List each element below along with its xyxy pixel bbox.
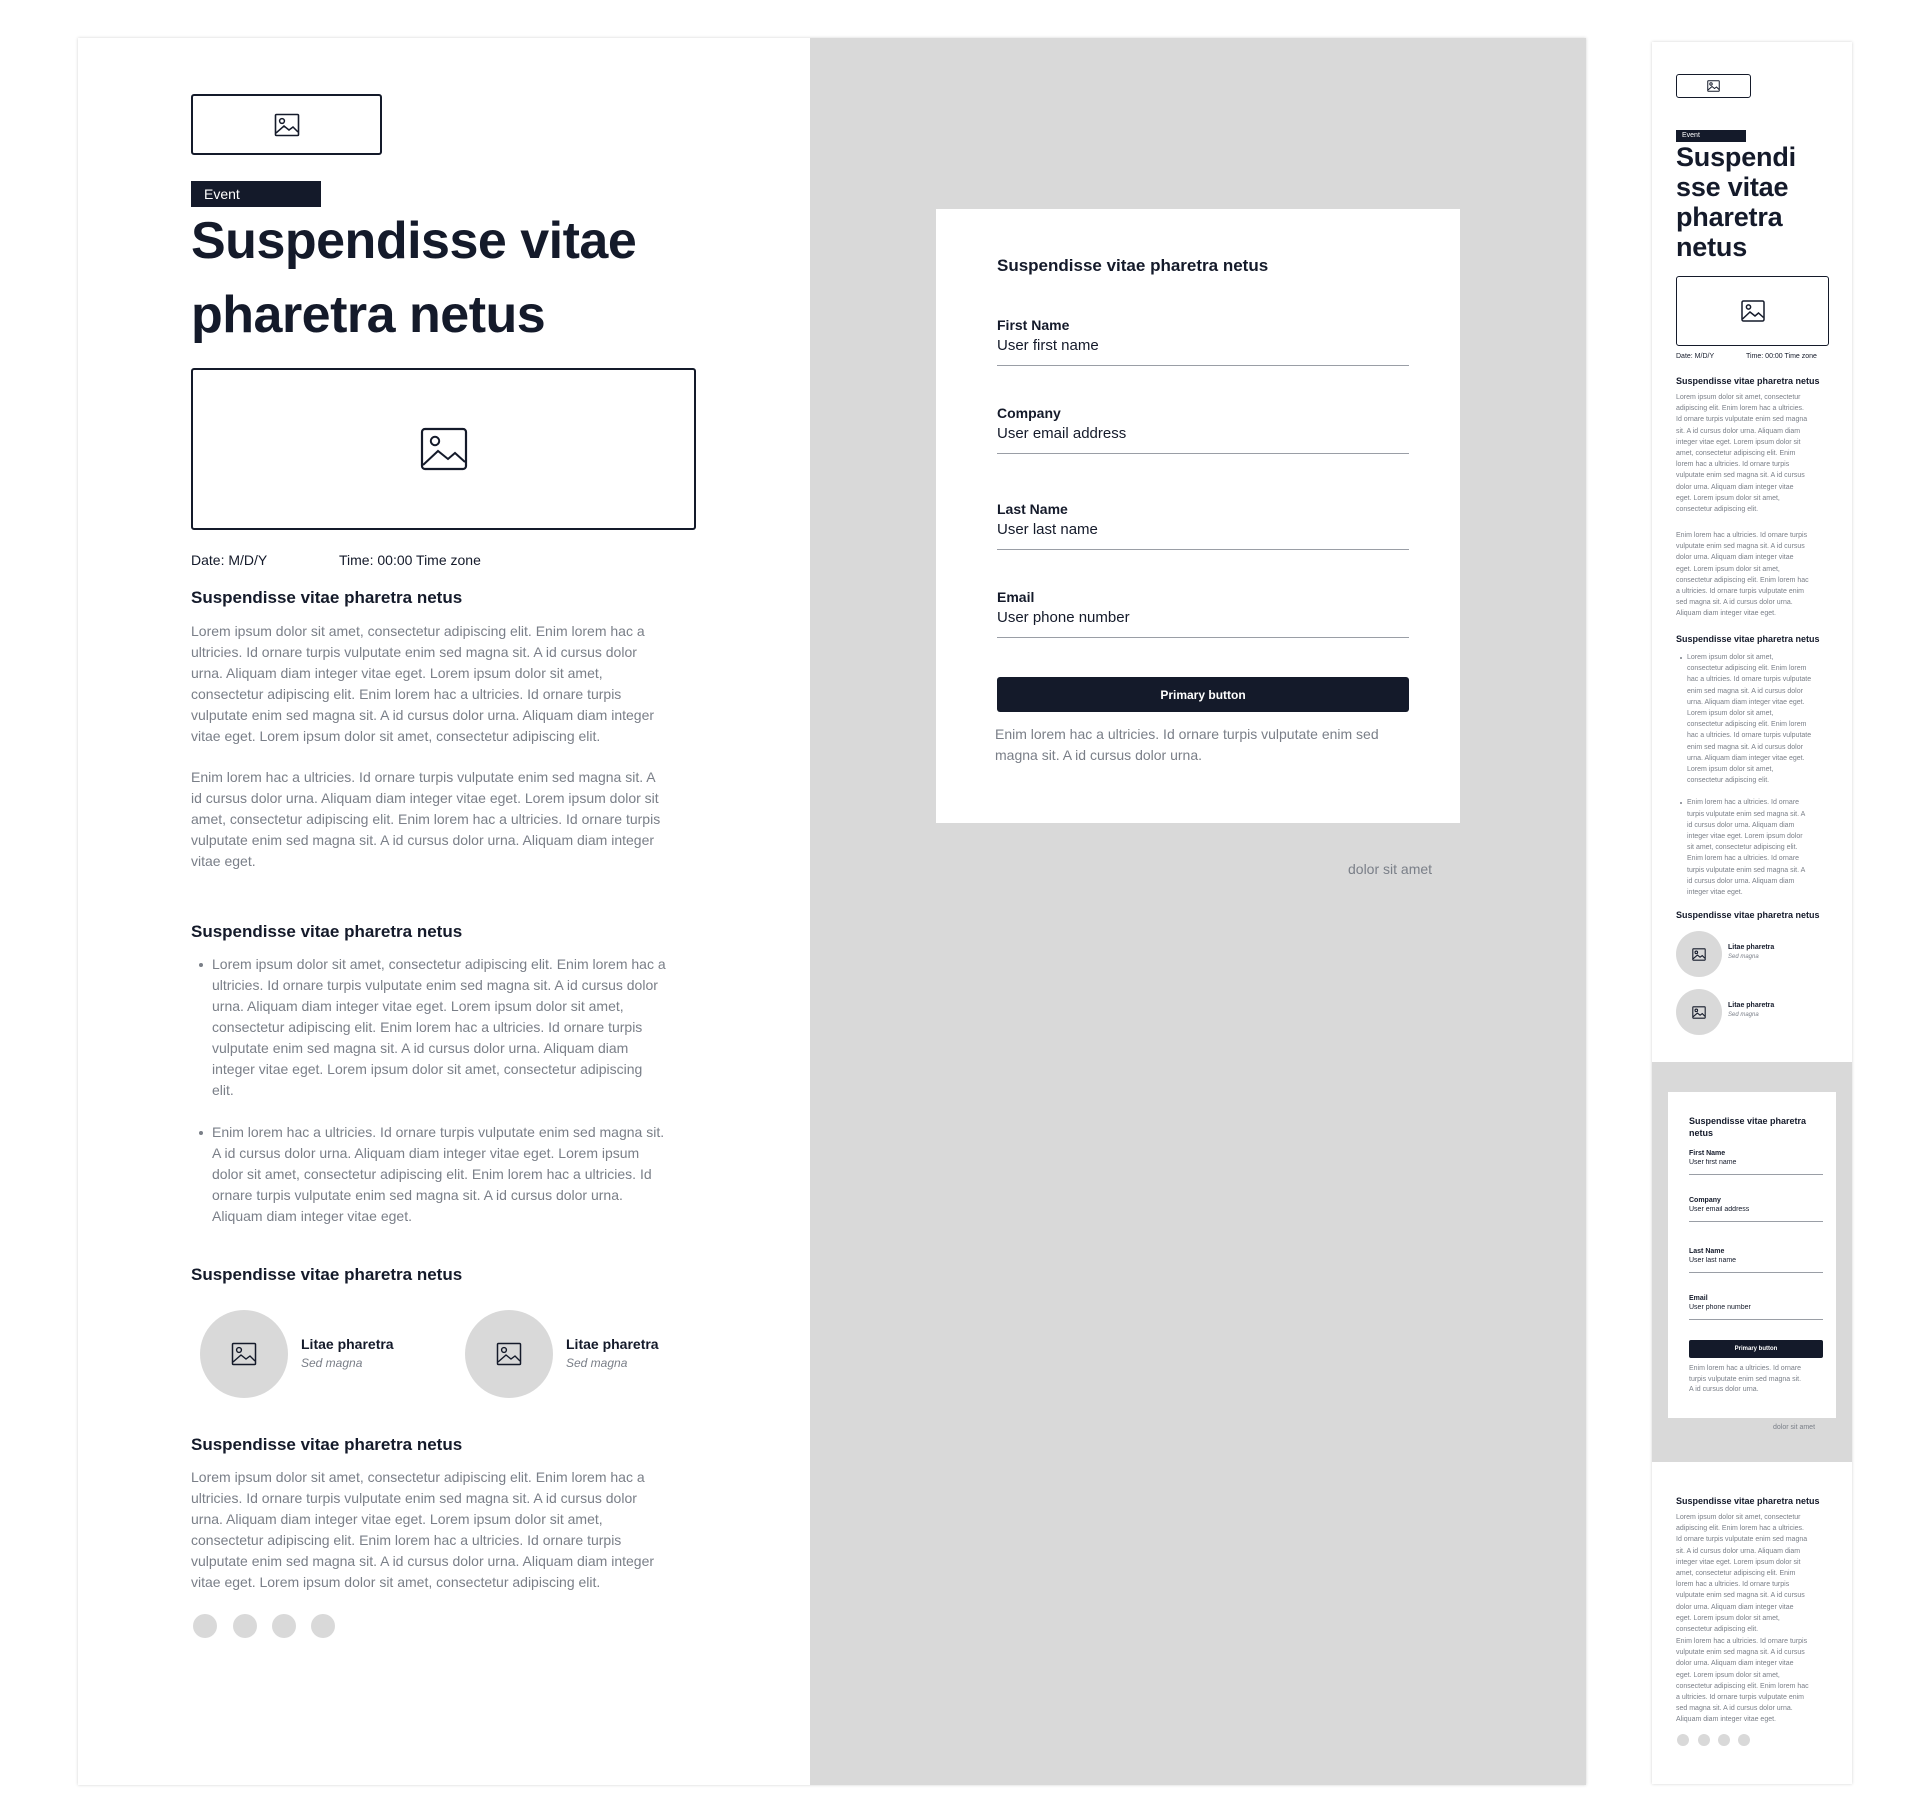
text-line: consectetur adipiscing elit. Enim lorem hac [1676,576,1809,584]
form-field-first-name [997,317,1409,367]
text-line: id cursus dolor urna. Aliquam diam [1687,877,1795,885]
field-label: First Name [997,317,1070,333]
form-note [1689,1364,1829,1396]
text-line: sit. A id cursus dolor urna. Aliquam diam [1676,427,1801,435]
text-line: consectetur adipiscing elit. Enim lorem [1687,665,1807,673]
text-line: eget. Lorem ipsum dolor sit amet, [1676,1614,1780,1622]
text-line: dolor urna. Aliquam diam integer vitae [1676,483,1794,491]
text-line: a ultricies. Id ornare turpis vulputate enim [1676,588,1805,596]
bullet-item [191,1122,721,1227]
text-line: vulputate enim sed magna sit. A id cursus dolor urna. Aliquam diam integer [191,707,655,723]
bullet-item [1676,652,1836,786]
speaker-avatar [1676,931,1722,977]
section-heading: Suspendisse vitae pharetra netus [191,1435,463,1454]
image-icon [496,1342,522,1366]
carousel-dot[interactable] [1698,1734,1710,1746]
last-name-input[interactable] [1689,1257,1823,1264]
form-field-last-name [997,501,1409,551]
speaker-card[interactable] [1676,989,1836,1035]
text-line: Enim lorem hac a ultricies. Id ornare [1689,1365,1802,1372]
text-line: Suspendisse vitae pharetra [1689,1116,1807,1126]
text-line: vulputate enim sed magna sit. A id cursus dolor urna. Aliquam diam integer [191,832,655,848]
email-input[interactable] [997,609,1409,626]
text-line: integer vitae eget. Lorem ipsum dolor sit [1676,1558,1801,1566]
form-field-first-name [1689,1150,1823,1176]
field-label: Last Name [997,501,1068,517]
carousel-dot[interactable] [193,1614,217,1638]
mobile-frame [1652,42,1852,1784]
text-line: vulputate enim sed magna sit. A id cursus [1676,543,1805,551]
form-note [995,724,1415,766]
form-title: Suspendisse vitae pharetra netus [997,256,1269,275]
text-line: vitae eget. Lorem ipsum dolor sit amet, consectetur adipiscing elit. [191,728,601,744]
section-heading: Suspendisse vitae pharetra netus [1676,634,1820,644]
form-title [1689,1115,1829,1139]
text-line: consectetur adipiscing elit. Enim lorem hac [1676,1682,1809,1690]
text-line: Aliquam diam integer vitae eget. [212,1208,412,1224]
speaker-card[interactable] [465,1310,705,1398]
speaker-avatar [465,1310,553,1398]
section-heading: Suspendisse vitae pharetra netus [1676,1496,1820,1506]
text-line: integer vitae eget. Lorem ipsum dolor [1687,833,1803,841]
text-line: vulputate enim sed magna sit. A id cursus [1676,472,1805,480]
registration-panel [1652,1062,1852,1462]
text-line: vitae eget. Lorem ipsum dolor sit amet, consectetur adipiscing elit. [191,1574,601,1590]
carousel-dot[interactable] [311,1614,335,1638]
text-line: consectetur adipiscing elit. [1676,1626,1759,1634]
text-line: urna. Aliquam diam integer vitae eget. [1687,754,1805,762]
text-line: vulputate enim sed magna sit. A id cursus dolor urna. Aliquam diam [212,1040,629,1056]
text-line: vitae eget. [191,853,256,869]
text-line: Aliquam diam integer vitae eget. [1676,1716,1776,1724]
carousel-dot[interactable] [1718,1734,1730,1746]
logo-placeholder [1676,74,1751,98]
text-line: Enim lorem hac a ultricies. Id ornare turpis vulputate enim sed magna sit. [212,1124,665,1140]
text-line: enim sed magna sit. A id cursus dolor [1687,687,1803,695]
event-badge: Event [191,181,321,207]
page-title-line: pharetra netus [191,286,546,344]
section-paragraph [191,1467,711,1593]
field-label: Last Name [1689,1248,1725,1255]
text-line: amet, consectetur adipiscing elit. Enim lorem hac a ultricies. Id ornare turpis [191,811,661,827]
speaker-role: Sed magna [1728,1012,1759,1018]
speaker-role: Sed magna [301,1356,363,1370]
speaker-name: Litae pharetra [301,1336,394,1352]
bullet-list [1676,652,1836,898]
desktop-frame [78,38,1586,1785]
footer-text: dolor sit amet [1773,1424,1816,1431]
text-line: integer vitae eget. [1687,889,1743,897]
text-line: sit. A id cursus dolor urna. Aliquam diam [1676,1547,1801,1555]
desktop-content-column [78,38,810,1785]
text-line: adipiscing elit. Enim lorem hac a ultricies. [1676,1525,1804,1533]
form-field-email [997,589,1409,639]
section-paragraph [1676,1636,1836,1726]
text-line: integer vitae eget. Lorem ipsum dolor sit [1676,438,1801,446]
section-heading: Suspendisse vitae pharetra netus [191,1265,463,1284]
bullet-list [191,954,721,1227]
registration-form [1668,1092,1836,1418]
text-line: Lorem ipsum dolor sit amet, consectetur adipiscing elit. Enim lorem hac a [191,623,645,639]
text-line: vulputate enim sed magna sit. A id cursus dolor urna. Aliquam diam integer [191,1553,655,1569]
speaker-role: Sed magna [1728,954,1759,960]
text-line: id cursus dolor urna. Aliquam diam integer vitae eget. Lorem ipsum dolor sit [191,790,659,806]
section-paragraph [1676,530,1836,620]
text-line: Enim lorem hac a ultricies. Id ornare turpis [1676,1638,1808,1645]
text-line: dolor sit amet, consectetur adipiscing elit. Enim lorem hac a ultricies. Id [212,1166,652,1182]
form-field-email [1689,1295,1823,1321]
text-line: sit amet, consectetur adipiscing elit. [1687,844,1798,852]
text-line: turpis vulputate enim sed magna sit. [1689,1375,1802,1383]
carousel-dot[interactable] [272,1614,296,1638]
text-line: consectetur adipiscing elit. Enim lorem hac a ultricies. Id ornare turpis [212,1019,643,1035]
image-icon [1741,300,1765,322]
section-heading: Suspendisse vitae pharetra netus [191,922,463,941]
text-line: dolor urna. Aliquam diam integer vitae [1676,1660,1794,1668]
text-line: amet, consectetur adipiscing elit. Enim [1676,1570,1796,1578]
text-line: vulputate enim sed magna sit. A id cursus [1676,1592,1805,1600]
text-line: A id cursus dolor urna. [1689,1386,1759,1393]
speaker-card[interactable] [200,1310,440,1398]
speaker-role: Sed magna [566,1356,628,1370]
image-icon [231,1342,257,1366]
text-line: lorem hac a ultricies. Id ornare turpis [1676,461,1790,469]
text-line: turpis vulputate enim sed magna sit. A [1687,810,1806,818]
field-label: Email [997,589,1035,605]
speaker-avatar [200,1310,288,1398]
text-line: Enim lorem hac a ultricies. Id ornare turpis vulputate enim sed [995,726,1379,742]
text-line: vulputate enim sed magna sit. A id cursus [1676,1649,1805,1657]
text-line: Enim lorem hac a ultricies. Id ornare turpis vulputate enim sed magna sit. A [191,769,656,785]
field-underline [997,549,1409,550]
speaker-name: Litae pharetra [566,1336,659,1352]
text-line: A id cursus dolor urna. Aliquam diam integer vitae eget. Lorem ipsum [212,1145,640,1161]
event-date: Date: M/D/Y [191,552,268,568]
form-field-last-name [1689,1248,1823,1274]
field-underline [997,365,1409,366]
field-underline [1689,1319,1823,1320]
text-line: hac a ultricies. Id ornare turpis vulputate [1687,676,1812,684]
registration-form [936,209,1460,823]
text-line: Lorem ipsum dolor sit amet, [1687,654,1774,661]
section-heading: Suspendisse vitae pharetra netus [1676,910,1820,920]
event-date: Date: M/D/Y [1676,353,1715,360]
text-line: Enim lorem hac a ultricies. Id ornare [1687,855,1800,863]
bullet-item [191,954,721,1101]
primary-button[interactable]: Primary button [997,677,1409,712]
hero-image-placeholder [1676,276,1829,346]
field-underline [997,637,1409,638]
text-line: sed magna sit. A id cursus dolor urna. [1676,1705,1793,1713]
field-label: Email [1689,1295,1708,1302]
text-line: magna sit. A id cursus dolor urna. [995,747,1202,763]
text-line: netus [1676,232,1748,262]
company-input[interactable] [997,425,1409,442]
text-line: dolor urna. Aliquam diam integer vitae [1676,1603,1794,1611]
event-time: Time: 00:00 Time zone [339,552,481,568]
carousel-dot[interactable] [1738,1734,1750,1746]
page-title [1676,142,1836,262]
text-line: ultricies. Id ornare turpis vulputate enim sed magna sit. A id cursus dolor [212,977,658,993]
text-line: hac a ultricies. Id ornare turpis vulputate [1687,732,1812,740]
image-icon [274,113,300,137]
text-line: pharetra [1676,202,1783,232]
last-name-input[interactable] [997,521,1409,538]
text-line: lorem hac a ultricies. Id ornare turpis [1676,1581,1790,1589]
text-line: Lorem ipsum dolor sit amet, [1687,710,1774,718]
form-field-company [997,405,1409,455]
field-underline [997,453,1409,454]
carousel-dot[interactable] [233,1614,257,1638]
text-line: ultricies. Id ornare turpis vulputate enim sed magna sit. A id cursus dolor [191,1490,637,1506]
text-line: Id ornare turpis vulputate enim sed magna [1676,416,1808,424]
text-line: eget. Lorem ipsum dolor sit amet, [1676,565,1780,573]
text-line: Aliquam diam integer vitae eget. [1676,610,1776,618]
section-paragraph [191,621,711,747]
speaker-avatar [1676,989,1722,1035]
field-label: First Name [1689,1150,1726,1157]
text-line: consectetur adipiscing elit. [1687,777,1770,785]
first-name-input[interactable] [997,337,1409,354]
text-line: turpis vulputate enim sed magna sit. A [1687,866,1806,874]
section-heading: Suspendisse vitae pharetra netus [1676,376,1820,386]
primary-button[interactable]: Primary button [1689,1340,1823,1358]
text-line: ultricies. Id ornare turpis vulputate enim sed magna sit. A id cursus dolor [191,644,637,660]
speaker-card[interactable] [1676,931,1836,977]
field-label: Company [1689,1197,1721,1204]
page-title [191,204,751,352]
text-line: dolor urna. Aliquam diam integer vitae [1676,554,1794,562]
image-icon [1707,80,1720,92]
page-title-line: Suspendisse vitae [191,212,637,270]
form-field-company [1689,1197,1823,1223]
logo-placeholder [191,94,382,155]
email-input[interactable] [1689,1304,1823,1311]
text-line: Suspendi [1676,142,1796,172]
text-line: urna. Aliquam diam integer vitae eget. Lorem ipsum dolor sit amet, [212,998,624,1014]
footer-text: dolor sit amet [1348,861,1433,877]
text-line: amet, consectetur adipiscing elit. Enim [1676,450,1796,458]
text-line: id cursus dolor urna. Aliquam diam [1687,821,1795,829]
text-line: netus [1689,1128,1714,1138]
section-paragraph [1676,1512,1836,1635]
text-line: Lorem ipsum dolor sit amet, consectetur adipiscing elit. Enim lorem hac a [212,956,666,972]
text-line: consectetur adipiscing elit. Enim lorem [1687,721,1807,729]
text-line: a ultricies. Id ornare turpis vulputate enim [1676,1694,1805,1702]
field-underline [1689,1272,1823,1273]
text-line: urna. Aliquam diam integer vitae eget. Lorem ipsum dolor sit amet, [191,665,603,681]
image-icon [1692,948,1706,961]
text-line: eget. Lorem ipsum dolor sit amet, [1676,494,1780,502]
text-line: consectetur adipiscing elit. [1676,506,1759,514]
field-underline [1689,1174,1823,1175]
text-line: urna. Aliquam diam integer vitae eget. [1687,698,1805,706]
event-time: Time: 00:00 Time zone [1746,353,1817,360]
text-line: sse vitae [1676,172,1789,202]
text-line: consectetur adipiscing elit. Enim lorem hac a ultricies. Id ornare turpis [191,1532,622,1548]
image-icon [420,427,468,471]
text-line: sed magna sit. A id cursus dolor urna. [1676,599,1793,607]
speaker-name: Litae pharetra [1728,944,1775,951]
text-line: elit. [212,1082,234,1098]
section-paragraph [191,767,711,872]
text-line: adipiscing elit. Enim lorem hac a ultricies. [1676,405,1804,413]
registration-panel [810,38,1586,1785]
text-line: ornare turpis vulputate enim sed magna sit. A id cursus dolor urna. [212,1187,623,1203]
text-line: Enim lorem hac a ultricies. Id ornare turpis [1676,532,1808,539]
field-underline [1689,1221,1823,1222]
image-icon [1692,1006,1706,1019]
section-paragraph [1676,392,1836,515]
text-line: enim sed magna sit. A id cursus dolor [1687,743,1803,751]
hero-image-placeholder [191,368,696,530]
speaker-name: Litae pharetra [1728,1002,1775,1009]
section-heading: Suspendisse vitae pharetra netus [191,588,463,607]
carousel-dot[interactable] [1677,1734,1689,1746]
text-line: eget. Lorem ipsum dolor sit amet, [1676,1671,1780,1679]
text-line: Lorem ipsum dolor sit amet, consectetur [1676,1514,1801,1521]
text-line: integer vitae eget. Lorem ipsum dolor sit amet, consectetur adipiscing [212,1061,643,1077]
bullet-item [1676,797,1836,898]
text-line: Enim lorem hac a ultricies. Id ornare [1687,799,1800,807]
text-line: Lorem ipsum dolor sit amet, consectetur adipiscing elit. Enim lorem hac a [191,1469,645,1485]
text-line: Lorem ipsum dolor sit amet, consectetur [1676,394,1801,401]
company-input[interactable] [1689,1206,1823,1213]
text-line: Id ornare turpis vulputate enim sed magna [1676,1536,1808,1544]
first-name-input[interactable] [1689,1159,1823,1166]
text-line: Lorem ipsum dolor sit amet, [1687,766,1774,774]
text-line: consectetur adipiscing elit. Enim lorem hac a ultricies. Id ornare turpis [191,686,622,702]
field-label: Company [997,405,1061,421]
event-badge: Event [1676,130,1746,142]
text-line: urna. Aliquam diam integer vitae eget. Lorem ipsum dolor sit amet, [191,1511,603,1527]
